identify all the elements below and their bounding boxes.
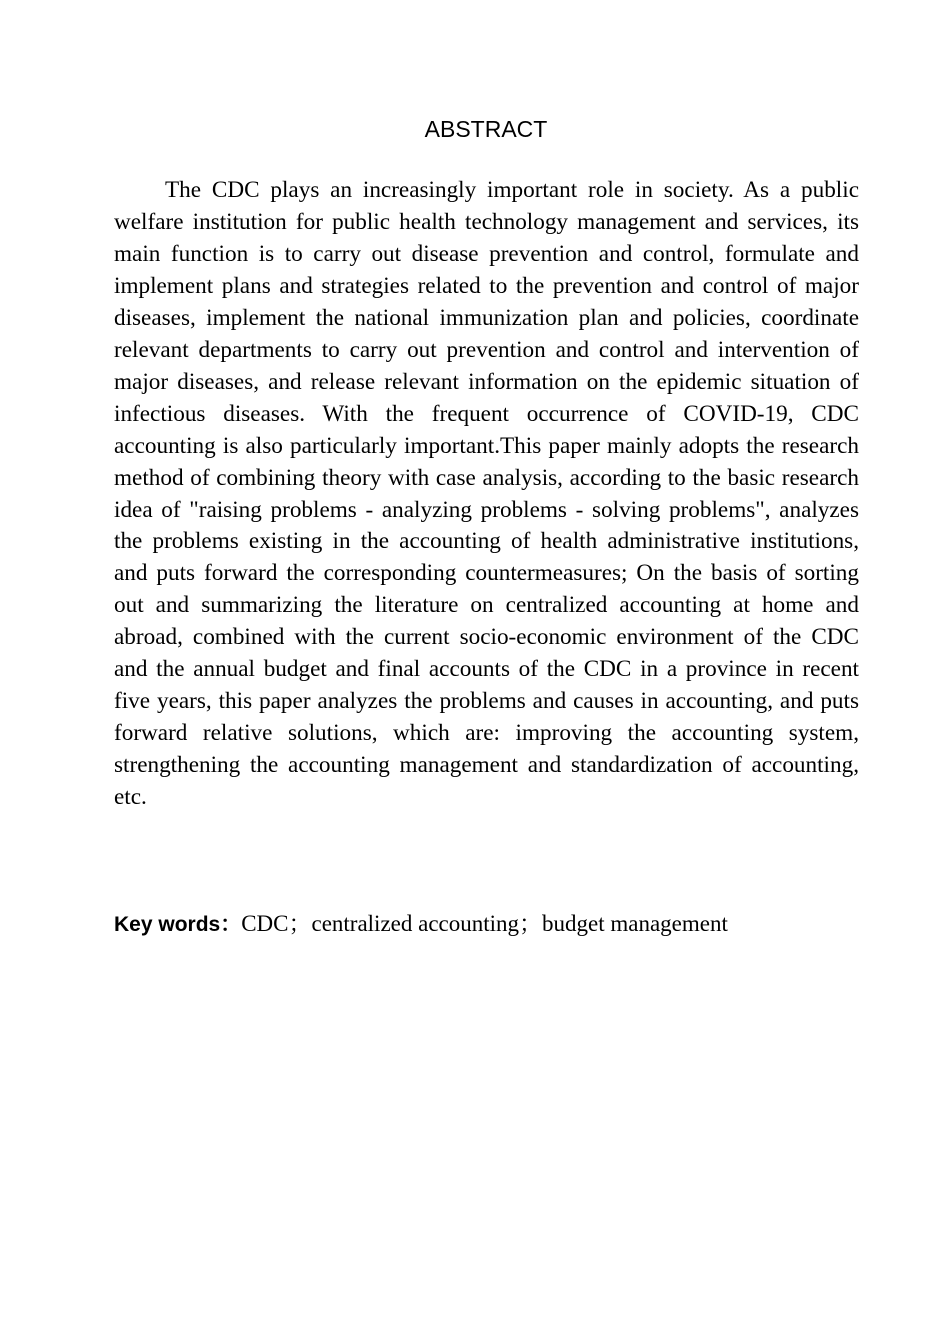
abstract-body: The CDC plays an increasingly important role in society. As a public welfare institution for public health technology management and services, its main function is to carry out disease prevention and control, formulate and implement plans and strategies related to the prevention and control of major diseases, implement the national immunization plan and policies, coordinate relevant departments to carry out prevention and control and intervention of major diseases, and release relevant information on the epidemic situation of infectious diseases. With the frequent occurrence of COVID-19, CDC accounting is also particularly important.This paper mainly adopts the research method of combining theory with case analysis, according to the basic research idea of "raising problems - analyzing problems - solving problems", analyzes the problems existing in the accounting of health administrative institutions, and puts forward the corresponding countermeasures; On the basis of sorting out and summarizing the literature on centralized accounting at home and abroad, combined with the current socio-economic environment of the CDC and the annual budget and final accounts of the CDC in a province in recent five years, this paper analyzes the problems and causes in accounting, and puts forward relative solutions, which are: improving the accounting system, strengthening the accounting management and standardization of accounting, etc. [114,177,859,811]
keywords-line [114,908,859,941]
keywords-value: CDC；centralized accounting；budget management [241,911,728,936]
keywords-label: Key words： [114,913,242,936]
abstract-title: ABSTRACT [424,116,548,142]
